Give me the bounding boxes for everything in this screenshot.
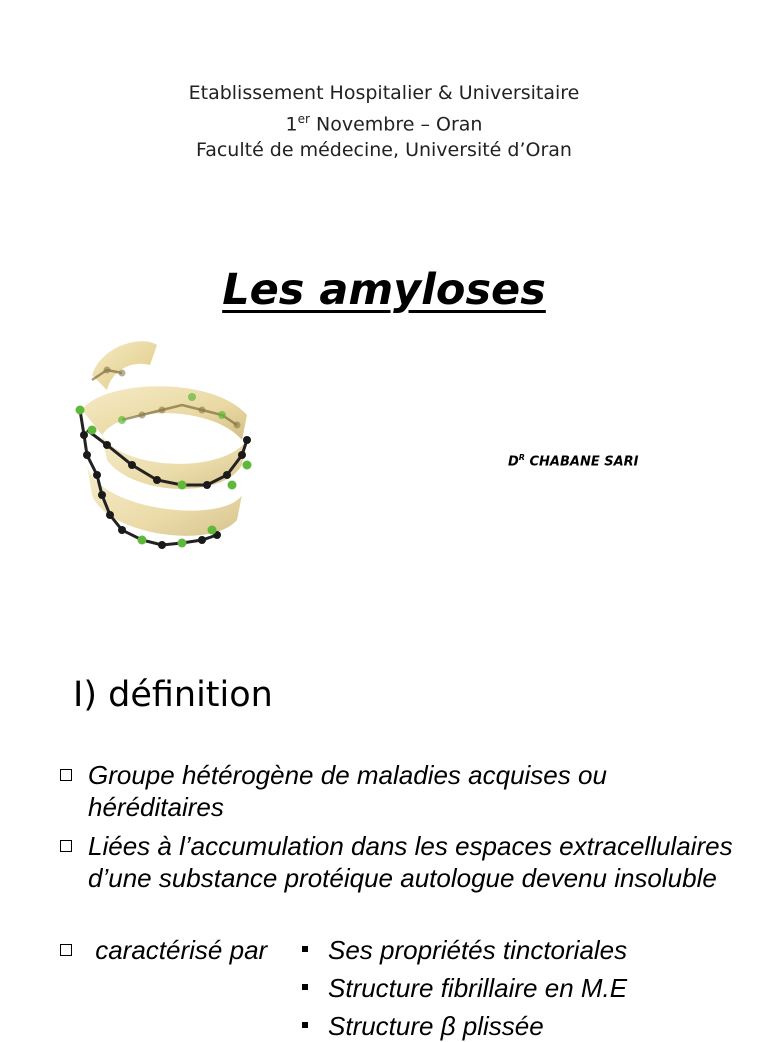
document-title-text: Les amyloses: [222, 265, 546, 315]
amyloid-ribbon-illustration: [62, 335, 262, 560]
document-title: [0, 262, 768, 318]
characteristic-item: Ses propriétés tinctoriales: [302, 934, 627, 966]
square-bullet-icon: [302, 984, 308, 990]
author-name: $D^R$ CHABANE SARI: [508, 453, 639, 470]
characteristic-item: Structure β plissée: [302, 1010, 544, 1042]
section-heading: I) définition: [73, 675, 273, 715]
checkbox-bullet-icon: [60, 840, 72, 852]
institution-line-2: 1er Novembre – Oran: [285, 112, 483, 136]
checkbox-bullet-icon: [60, 944, 72, 956]
checkbox-bullet-icon: [60, 769, 72, 781]
list-item: Groupe hétérogène de maladies acquises ou héréditaires: [58, 759, 748, 823]
institution-line-3: Faculté de médecine, Université d’Oran: [196, 139, 572, 162]
square-bullet-icon: [302, 1022, 308, 1028]
square-bullet-icon: [302, 946, 308, 952]
beta-helix-icon: [62, 335, 262, 560]
list-item: Liées à l’accumulation dans les espaces extracellulaires d’une substance protéique autologue devenu insoluble: [58, 830, 748, 894]
characteristic-item: Structure fibrillaire en M.E: [302, 972, 627, 1004]
institution-line-1: Etablissement Hospitalier & Universitaire: [188, 82, 580, 104]
list-item: caractérisé par: [58, 934, 298, 966]
institution-header: [0, 80, 768, 163]
